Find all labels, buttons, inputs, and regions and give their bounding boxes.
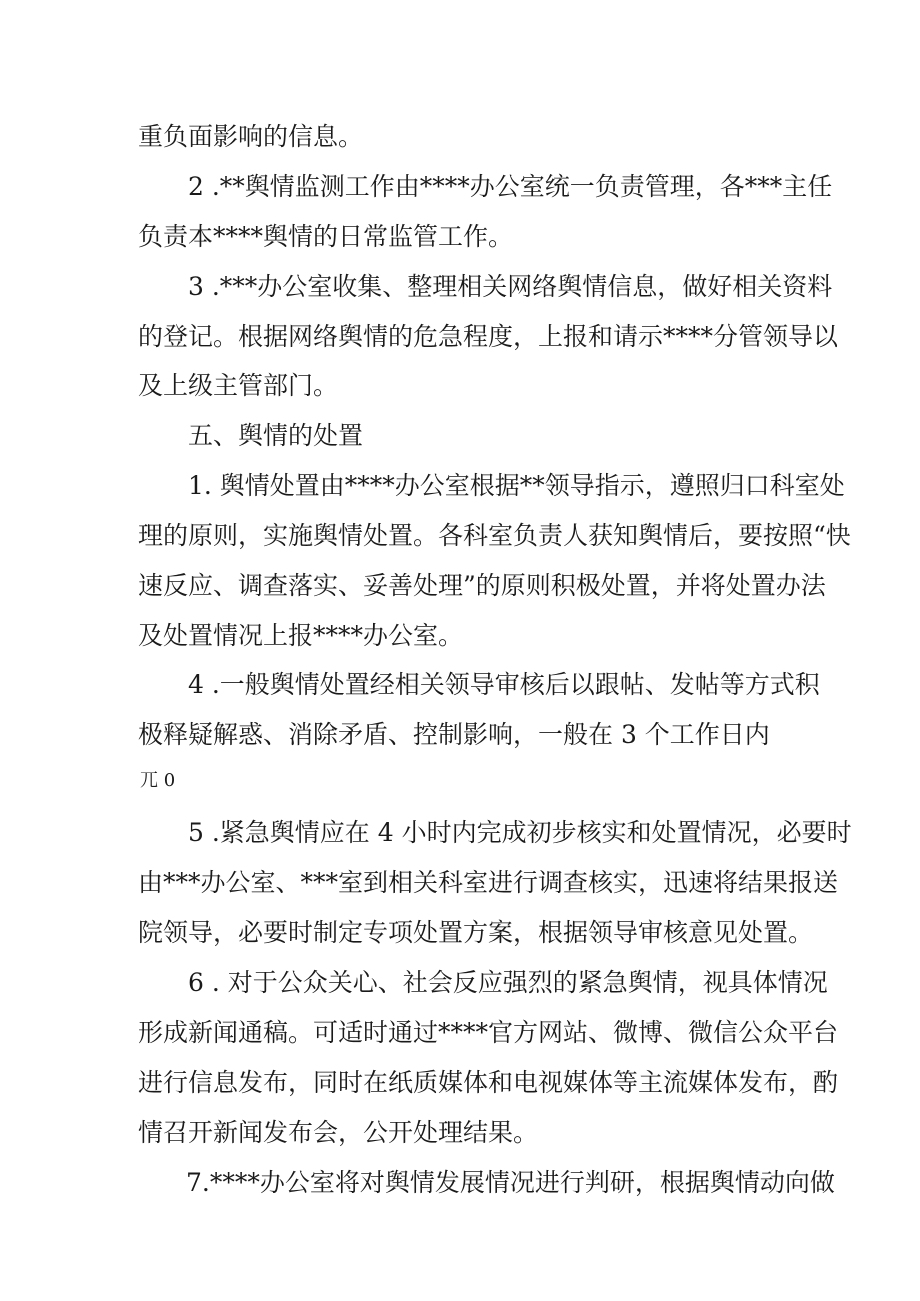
text-line: 2 .**舆情监测工作由****办公室统一负责管理，各***主任 xyxy=(188,172,833,201)
text-line: 形成新闻通稿。可适时通过****官方网站、微博、微信公众平台 xyxy=(138,1018,839,1047)
text-line: 速反应、调查落实、妥善处理”的原则积极处置，并将处置办法 xyxy=(138,571,826,600)
text-line: 及上级主管部门。 xyxy=(138,371,339,400)
text-line: 3 .***办公室收集、整理相关网络舆情信息，做好相关资料 xyxy=(188,272,833,301)
text-line: 5 .紧急舆情应在 4 小时内完成初步核实和处置情况，必要时 xyxy=(188,818,852,847)
text-line: 7.****办公室将对舆情发展情况进行判研，根据舆情动向做 xyxy=(186,1168,835,1197)
text-line: 6 . 对于公众关心、社会反应强烈的紧急舆情，视具体情况 xyxy=(188,968,828,997)
text-line: 4 .一般舆情处置经相关领导审核后以跟帖、发帖等方式积 xyxy=(188,670,820,699)
text-line: 的登记。根据网络舆情的危急程度，上报和请示****分管领导以 xyxy=(138,322,839,351)
text-line: 理的原则，实施舆情处置。各科室负责人获知舆情后，要按照“快 xyxy=(138,521,851,550)
text-line: 进行信息发布，同时在纸质媒体和电视媒体等主流媒体发布，酌 xyxy=(138,1068,839,1097)
section-heading: 五、舆情的处置 xyxy=(188,421,364,450)
text-line: 及处置情况上报****办公室。 xyxy=(138,621,464,650)
text-line: 情召开新闻发布会，公开处理结果。 xyxy=(138,1118,539,1147)
text-line: 院领导，必要时制定专项处置方案，根据领导审核意见处置。 xyxy=(138,918,814,947)
text-line: 由***办公室、***室到相关科室进行调查核实，迅速将结果报送 xyxy=(138,868,839,897)
text-line: 极释疑解惑、消除矛盾、控制影响，一般在 3 个工作日内 xyxy=(138,720,770,749)
text-line: 负责本****舆情的日常监管工作。 xyxy=(138,222,514,251)
text-line: 1. 舆情处置由****办公室根据**领导指示，遵照归口科室处 xyxy=(188,471,845,500)
text-line: 重负面影响的信息。 xyxy=(138,122,364,151)
stray-text: 兀 0 xyxy=(140,770,176,791)
